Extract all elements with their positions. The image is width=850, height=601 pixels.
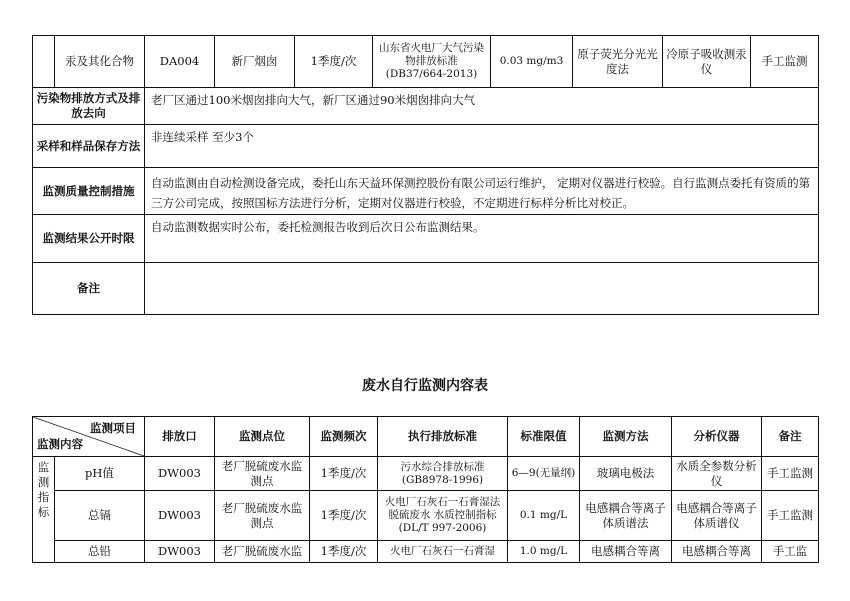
point-cell: 老厂脱硫废水监	[215, 541, 310, 563]
method-cell: 原子荧光分光光度法	[573, 36, 663, 88]
table-row	[33, 88, 819, 125]
table-header-row	[33, 417, 819, 457]
row-label: 监测结果公开时限	[33, 215, 145, 263]
limit-cell: 1.0 mg/L	[508, 541, 580, 563]
note-cell: 手工监测	[762, 457, 819, 491]
row-value: 自动监测由自动检测设备完成，委托山东天益环保测控股份有限公司运行维护， 定期对仪器进行校验。自行监测点委托有资质的第三方公司完成，按照国标方法进行分析，定期对仪器进行校验，不定期进行标样分析比对校正。	[145, 168, 819, 215]
header-outlet: 排放口	[145, 417, 215, 457]
method-cell: 玻璃电极法	[580, 457, 672, 491]
table-row	[33, 457, 819, 491]
table-row	[33, 125, 819, 168]
water-table-title: 废水自行监测内容表	[362, 378, 488, 394]
method-cell: 电感耦合等离子体质谱法	[580, 491, 672, 541]
table-row	[33, 263, 819, 315]
row-value: 老厂区通过100米烟囱排向大气，新厂区通过90米烟囱排向大气	[145, 88, 819, 125]
item-cell: 汞及其化合物	[55, 36, 145, 88]
outlet-cell: DW003	[145, 541, 215, 563]
row-label: 污染物排放方式及排放去向	[33, 88, 145, 125]
header-standard: 执行排放标准	[378, 417, 508, 457]
outlet-cell: DA004	[145, 36, 215, 88]
standard-cell: 山东省火电厂大气污染物排放标准(DB37/664-2013)	[373, 36, 491, 88]
header-instrument: 分析仪器	[672, 417, 762, 457]
row-value	[145, 263, 819, 315]
group-label: 监测指标	[33, 457, 55, 563]
note-cell: 手工监测	[762, 491, 819, 541]
header-item-content	[33, 417, 145, 457]
header-item-top: 监测项目	[90, 421, 136, 435]
outlet-cell: DW003	[145, 457, 215, 491]
instrument-cell: 冷原子吸收测汞仪	[663, 36, 751, 88]
freq-cell: 1季度/次	[310, 541, 378, 563]
table-row	[33, 215, 819, 263]
standard-cell: 火电厂石灰石一石膏湿法脱硫废水 水质控制指标(DL/T 997-2006)	[378, 491, 508, 541]
table-row	[33, 36, 819, 88]
row-value: 非连续采样 至少3个	[145, 125, 819, 168]
point-cell: 新厂烟囱	[215, 36, 295, 88]
row-value: 自动监测数据实时公布，委托检测报告收到后次日公布监测结果。	[145, 215, 819, 263]
header-freq: 监测频次	[310, 417, 378, 457]
item-cell: 总镉	[55, 491, 145, 541]
header-point: 监测点位	[215, 417, 310, 457]
header-limit: 标准限值	[508, 417, 580, 457]
note-cell: 手工监	[762, 541, 819, 563]
freq-cell: 1季度/次	[310, 491, 378, 541]
item-cell: pH值	[55, 457, 145, 491]
method-cell: 电感耦合等离	[580, 541, 672, 563]
row-label: 采样和样品保存方法	[33, 125, 145, 168]
freq-cell: 1季度/次	[295, 36, 373, 88]
instrument-cell: 水质全参数分析仪	[672, 457, 762, 491]
limit-cell: 0.03 mg/m3	[491, 36, 573, 88]
header-note: 备注	[762, 417, 819, 457]
group-cell	[33, 36, 55, 88]
point-cell: 老厂脱硫废水监测点	[215, 491, 310, 541]
water-monitoring-table	[32, 416, 819, 563]
table-row	[33, 491, 819, 541]
header-item-bottom: 监测内容	[37, 437, 83, 451]
standard-cell: 污水综合排放标准(GB8978-1996)	[378, 457, 508, 491]
limit-cell: 0.1 mg/L	[508, 491, 580, 541]
outlet-cell: DW003	[145, 491, 215, 541]
instrument-cell: 电感耦合等离子体质谱仪	[672, 491, 762, 541]
row-label: 备注	[33, 263, 145, 315]
limit-cell: 6—9(无量纲)	[508, 457, 580, 491]
point-cell: 老厂脱硫废水监测点	[215, 457, 310, 491]
note-cell: 手工监测	[751, 36, 819, 88]
item-cell: 总铅	[55, 541, 145, 563]
freq-cell: 1季度/次	[310, 457, 378, 491]
header-method: 监测方法	[580, 417, 672, 457]
row-label: 监测质量控制措施	[33, 168, 145, 215]
table-row	[33, 541, 819, 563]
standard-cell: 火电厂石灰石一石膏湿	[378, 541, 508, 563]
table-row	[33, 168, 819, 215]
air-monitoring-table	[32, 35, 819, 315]
instrument-cell: 电感耦合等离	[672, 541, 762, 563]
